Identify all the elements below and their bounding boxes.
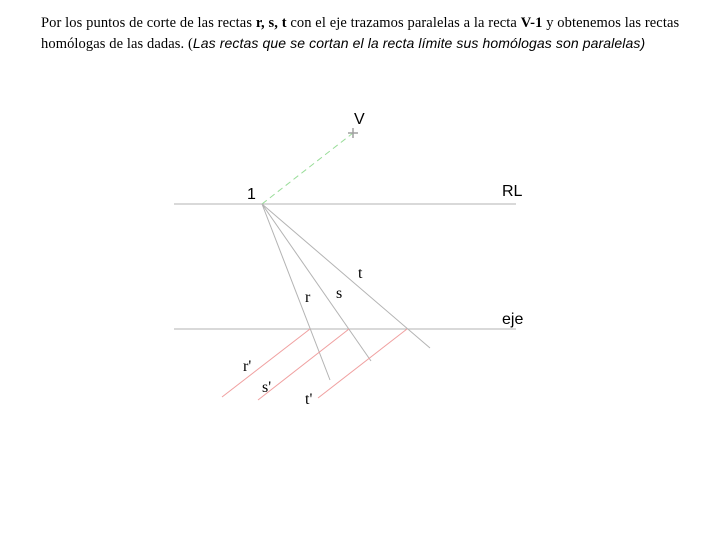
label-t-prime: t' <box>305 391 313 408</box>
label-point-1: 1 <box>247 186 256 203</box>
label-s: s <box>336 285 343 302</box>
dashed-line-v1 <box>262 133 353 204</box>
label-eje: eje <box>502 311 524 328</box>
label-s-prime: s' <box>262 379 272 396</box>
caption-v1: V-1 <box>520 15 543 31</box>
line-t-prime <box>318 329 407 398</box>
line-t <box>262 204 430 348</box>
line-r <box>262 204 330 380</box>
caption-r: r <box>255 15 262 31</box>
caption-note: Las rectas que se cortan el la recta límite sus homólogas son paralelas) <box>192 35 646 51</box>
line-s <box>262 204 371 361</box>
line-s-prime <box>258 329 349 400</box>
point-v-marker <box>348 128 358 138</box>
label-t: t <box>358 265 363 282</box>
caption-t: t <box>281 15 287 31</box>
caption-comma2: , <box>274 15 282 31</box>
label-r-prime: r' <box>243 358 252 375</box>
caption-s: s <box>268 15 275 31</box>
caption-part1: Por los puntos de corte de las rectas <box>41 15 256 31</box>
label-v: V <box>354 111 365 128</box>
caption-comma1: , <box>261 15 269 31</box>
caption-part2: con el eje trazamos paralelas a la recta <box>286 15 521 31</box>
label-rl: RL <box>502 183 523 200</box>
label-r: r <box>305 289 311 306</box>
caption-part3: y obtenemos las rectas homólogas de las dadas. ( <box>41 15 680 52</box>
